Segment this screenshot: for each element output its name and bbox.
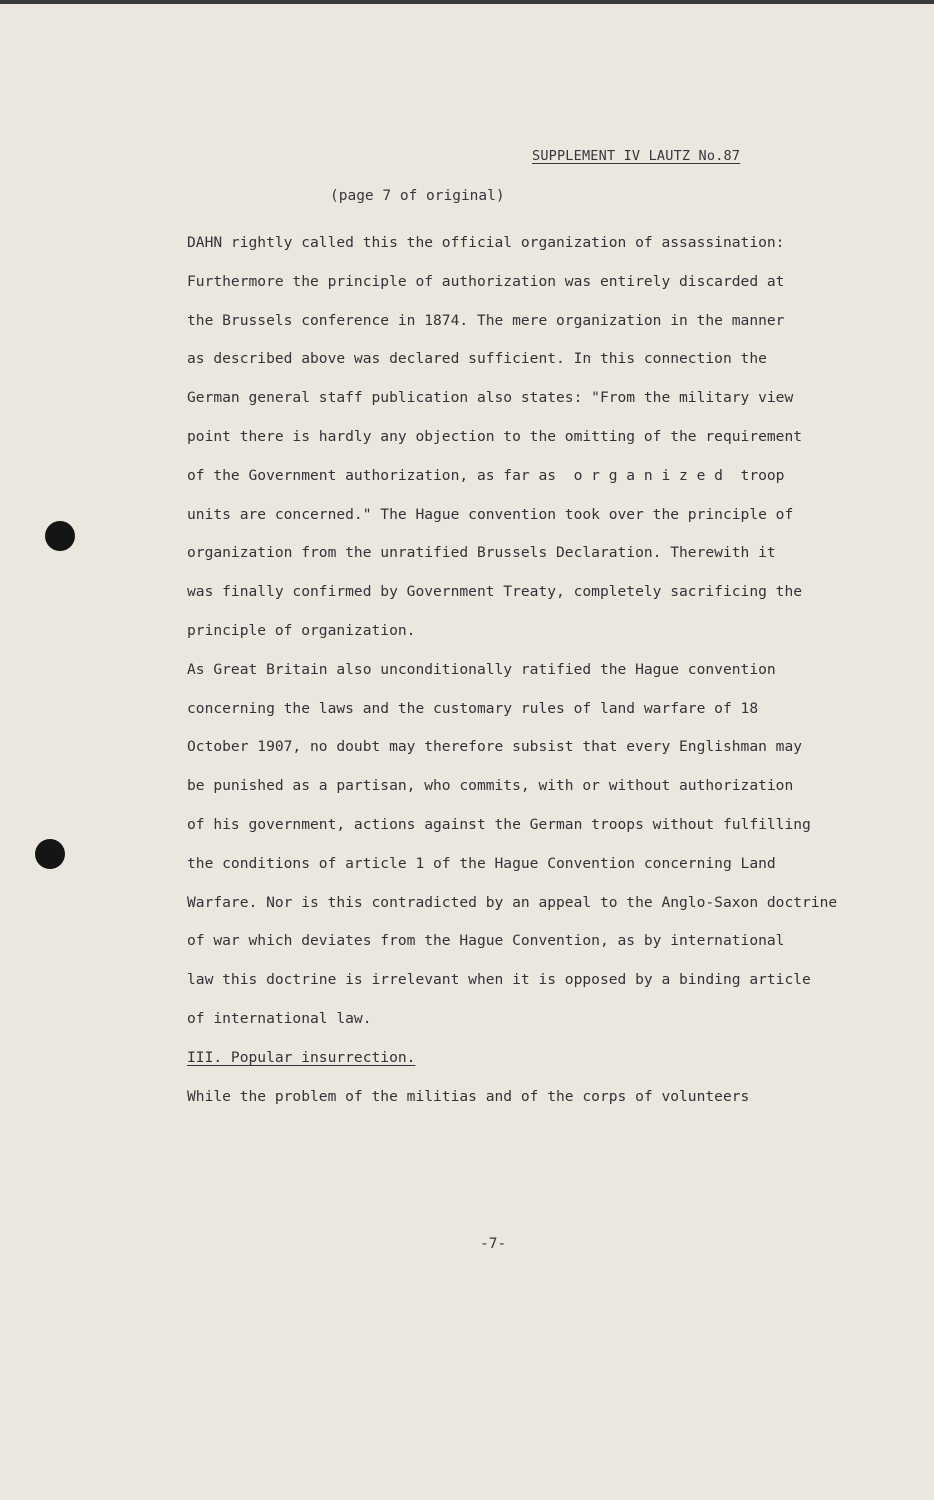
original-page-note: (page 7 of original) [330, 188, 505, 204]
text-line: of the Government authorization, as far as o r g a n i z e d troop [187, 466, 785, 484]
text-line: DAHN rightly called this the official organization of assassination: [187, 234, 785, 251]
text-line: As Great Britain also unconditionally ratified the Hague convention [187, 660, 776, 678]
text-line: law this doctrine is irrelevant when it is opposed by a binding article [187, 971, 811, 989]
punch-hole [35, 839, 65, 869]
section-heading: III. Popular insurrection. [187, 1048, 416, 1066]
text-line: Furthermore the principle of authorization was entirely discarded at [187, 272, 785, 290]
text-line: of his government, actions against the German troops without fulfilling [187, 815, 811, 833]
text-line: units are concerned." The Hague convention took over the principle of [187, 505, 794, 523]
text-line: be punished as a partisan, who commits, with or without authorization [187, 777, 794, 795]
text-line: German general staff publication also states: "From the military view [187, 389, 794, 407]
text-line: concerning the laws and the customary rules of land warfare of 18 [187, 699, 759, 717]
text-line: principle of organization. [187, 621, 416, 639]
text-line: October 1907, no doubt may therefore subsist that every Englishman may [187, 738, 803, 756]
document-body [187, 224, 912, 1116]
page-top-edge [0, 0, 934, 4]
punch-hole [45, 521, 75, 551]
page-number: -7- [480, 1236, 507, 1252]
text-line: of international law. [187, 1009, 372, 1027]
text-line: was finally confirmed by Government Treaty, completely sacrificing the [187, 583, 803, 601]
text-line: point there is hardly any objection to the omitting of the requirement [187, 427, 803, 445]
text-line: as described above was declared sufficient. In this connection the [187, 350, 767, 368]
text-line: Warfare. Nor is this contradicted by an appeal to the Anglo-Saxon doctrine [187, 893, 838, 911]
supplement-reference: SUPPLEMENT IV LAUTZ No.87 [532, 148, 741, 164]
text-line: the conditions of article 1 of the Hague Convention concerning Land [187, 854, 776, 872]
text-line: While the problem of the militias and of the corps of volunteers [187, 1087, 750, 1105]
text-line: of war which deviates from the Hague Convention, as by international [187, 932, 785, 950]
text-line: the Brussels conference in 1874. The mere organization in the manner [187, 311, 785, 329]
text-line: organization from the unratified Brussels Declaration. Therewith it [187, 544, 776, 562]
